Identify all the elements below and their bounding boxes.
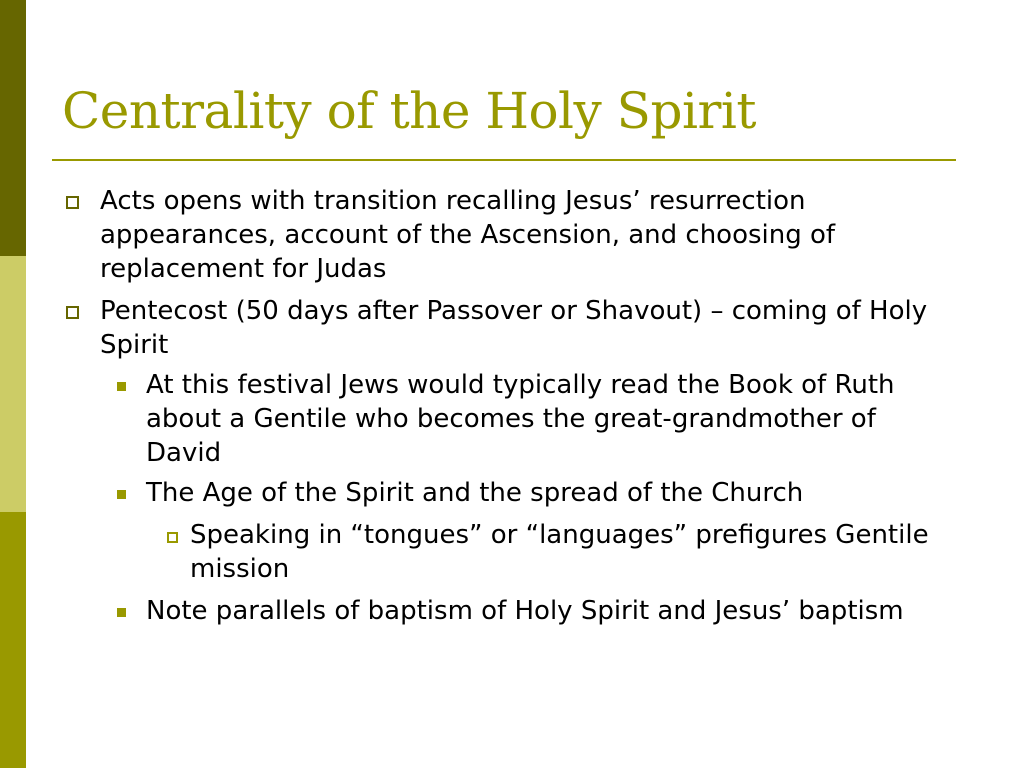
- sub-sub-bullet-item: Speaking in “tongues” or “languages” prefigures Gentile mission: [190, 520, 929, 584]
- sidebar-stripe-top: [0, 0, 26, 256]
- square-outline-bullet-icon: [66, 306, 79, 319]
- square-outline-subbullet-icon: [167, 532, 178, 543]
- square-outline-bullet-icon: [66, 196, 79, 209]
- title-divider: [52, 159, 956, 161]
- square-filled-bullet-icon: [117, 490, 126, 499]
- bullet-item: Acts opens with transition recalling Jesus’ resurrection appearances, account of the Ascension, and choosing of replacement for Judas: [100, 186, 836, 284]
- square-filled-bullet-icon: [117, 608, 126, 617]
- sub-bullet-item: Note parallels of baptism of Holy Spirit and Jesus’ baptism: [146, 596, 904, 626]
- sidebar-stripe-middle: [0, 256, 26, 512]
- slide-title: Centrality of the Holy Spirit: [62, 82, 756, 140]
- bullet-item: Pentecost (50 days after Passover or Shavout) – coming of Holy Spirit: [100, 296, 928, 360]
- sidebar-stripe-bottom: [0, 512, 26, 768]
- square-filled-bullet-icon: [117, 382, 126, 391]
- sub-bullet-item: The Age of the Spirit and the spread of the Church: [146, 478, 804, 508]
- sub-bullet-item: At this festival Jews would typically read the Book of Ruth about a Gentile who becomes the great-grandmother of David: [146, 370, 895, 468]
